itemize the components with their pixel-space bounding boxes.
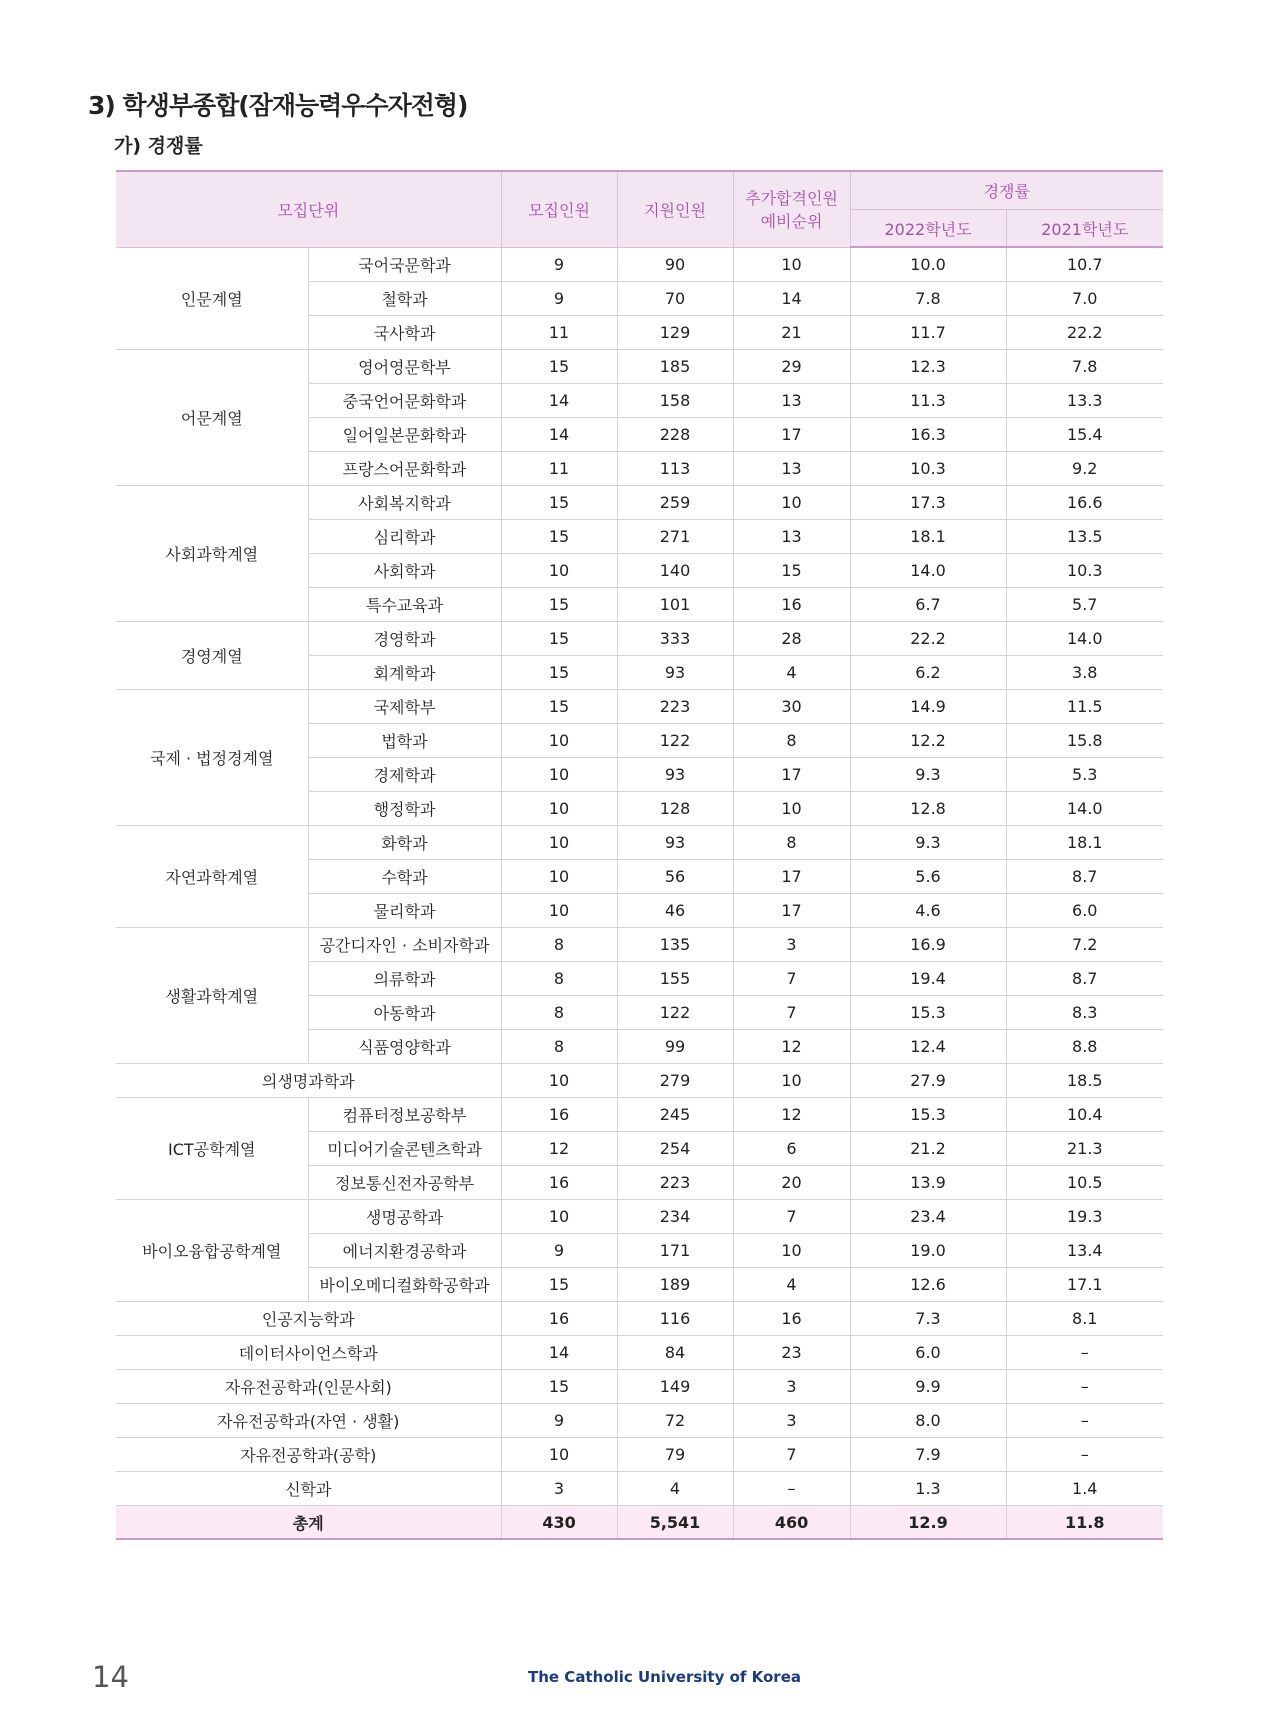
waitlist-cell: 13 xyxy=(733,520,850,554)
ratio-2021-cell: – xyxy=(1006,1336,1163,1370)
ratio-2022-cell: 9.3 xyxy=(850,758,1006,792)
department-cell: 바이오메디컬화학공학과 xyxy=(308,1268,501,1302)
waitlist-cell: 17 xyxy=(733,418,850,452)
quota-cell: 15 xyxy=(501,656,617,690)
department-cell: 국사학과 xyxy=(308,316,501,350)
ratio-2022-cell: 11.3 xyxy=(850,384,1006,418)
table-row xyxy=(116,1336,1163,1370)
quota-cell: 14 xyxy=(501,1336,617,1370)
department-cell: 심리학과 xyxy=(308,520,501,554)
quota-cell: 8 xyxy=(501,928,617,962)
ratio-2021-cell: – xyxy=(1006,1404,1163,1438)
waitlist-cell: 30 xyxy=(733,690,850,724)
ratio-2021-cell: 13.3 xyxy=(1006,384,1163,418)
ratio-2022-cell: 15.3 xyxy=(850,1098,1006,1132)
department-cell: 특수교육과 xyxy=(308,588,501,622)
ratio-2021-cell: 8.7 xyxy=(1006,962,1163,996)
quota-cell: 8 xyxy=(501,1030,617,1064)
total-quota-cell: 430 xyxy=(501,1506,617,1540)
ratio-2022-cell: 12.4 xyxy=(850,1030,1006,1064)
applicants-cell: 72 xyxy=(617,1404,733,1438)
department-cell: 영어영문학부 xyxy=(308,350,501,384)
waitlist-cell: 12 xyxy=(733,1098,850,1132)
subsection-title: 가) 경쟁률 xyxy=(114,135,203,157)
ratio-2021-cell: 21.3 xyxy=(1006,1132,1163,1166)
waitlist-cell: 8 xyxy=(733,826,850,860)
ratio-2022-cell: 14.9 xyxy=(850,690,1006,724)
header-applicants: 지원인원 xyxy=(617,171,733,247)
department-cell: 국제학부 xyxy=(308,690,501,724)
department-cell: 생명공학과 xyxy=(308,1200,501,1234)
quota-cell: 11 xyxy=(501,316,617,350)
applicants-cell: 101 xyxy=(617,588,733,622)
quota-cell: 10 xyxy=(501,724,617,758)
department-cell: 철학과 xyxy=(308,282,501,316)
ratio-2021-cell: 14.0 xyxy=(1006,792,1163,826)
table-row xyxy=(116,1472,1163,1506)
waitlist-cell: 13 xyxy=(733,384,850,418)
waitlist-cell: 13 xyxy=(733,452,850,486)
quota-cell: 14 xyxy=(501,384,617,418)
applicants-cell: 149 xyxy=(617,1370,733,1404)
ratio-2021-cell: 10.4 xyxy=(1006,1098,1163,1132)
applicants-cell: 259 xyxy=(617,486,733,520)
department-cell: 프랑스어문화학과 xyxy=(308,452,501,486)
ratio-2021-cell: 10.5 xyxy=(1006,1166,1163,1200)
applicants-cell: 279 xyxy=(617,1064,733,1098)
applicants-cell: 254 xyxy=(617,1132,733,1166)
group-name: 생활과학계열 xyxy=(116,928,308,1064)
applicants-cell: 99 xyxy=(617,1030,733,1064)
header-ratio-group: 경쟁률 xyxy=(850,171,1163,210)
page-number: 14 xyxy=(92,1660,129,1694)
quota-cell: 10 xyxy=(501,1438,617,1472)
ratio-2021-cell: 18.1 xyxy=(1006,826,1163,860)
group-name: ICT공학계열 xyxy=(116,1098,308,1200)
quota-cell: 14 xyxy=(501,418,617,452)
quota-cell: 15 xyxy=(501,486,617,520)
applicants-cell: 90 xyxy=(617,247,733,282)
ratio-2022-cell: 10.3 xyxy=(850,452,1006,486)
applicants-cell: 135 xyxy=(617,928,733,962)
applicants-cell: 271 xyxy=(617,520,733,554)
group-name: 어문계열 xyxy=(116,350,308,486)
waitlist-cell: 3 xyxy=(733,928,850,962)
ratio-2022-cell: 17.3 xyxy=(850,486,1006,520)
table-row xyxy=(116,826,1163,860)
department-cell: 수학과 xyxy=(308,860,501,894)
ratio-2021-cell: 15.8 xyxy=(1006,724,1163,758)
ratio-2021-cell: 18.5 xyxy=(1006,1064,1163,1098)
total-ratio-2021-cell: 11.8 xyxy=(1006,1506,1163,1540)
waitlist-cell: 16 xyxy=(733,1302,850,1336)
ratio-2021-cell: 8.8 xyxy=(1006,1030,1163,1064)
ratio-2021-cell: 6.0 xyxy=(1006,894,1163,928)
waitlist-cell: 17 xyxy=(733,758,850,792)
ratio-2021-cell: 7.0 xyxy=(1006,282,1163,316)
applicants-cell: 223 xyxy=(617,690,733,724)
applicants-cell: 228 xyxy=(617,418,733,452)
applicants-cell: 129 xyxy=(617,316,733,350)
waitlist-cell: – xyxy=(733,1472,850,1506)
quota-cell: 11 xyxy=(501,452,617,486)
quota-cell: 15 xyxy=(501,520,617,554)
ratio-2021-cell: 10.7 xyxy=(1006,247,1163,282)
ratio-2022-cell: 19.4 xyxy=(850,962,1006,996)
applicants-cell: 158 xyxy=(617,384,733,418)
header-unit: 모집단위 xyxy=(116,171,501,247)
department-cell: 일어일본문화학과 xyxy=(308,418,501,452)
header-waitlist xyxy=(733,171,850,247)
department-cell: 아동학과 xyxy=(308,996,501,1030)
ratio-2021-cell: 7.8 xyxy=(1006,350,1163,384)
department-cell: 법학과 xyxy=(308,724,501,758)
applicants-cell: 140 xyxy=(617,554,733,588)
table-row xyxy=(116,1098,1163,1132)
quota-cell: 16 xyxy=(501,1302,617,1336)
ratio-2022-cell: 6.0 xyxy=(850,1336,1006,1370)
quota-cell: 9 xyxy=(501,1404,617,1438)
applicants-cell: 70 xyxy=(617,282,733,316)
ratio-2022-cell: 7.3 xyxy=(850,1302,1006,1336)
department-cell: 회계학과 xyxy=(308,656,501,690)
department-cell: 컴퓨터정보공학부 xyxy=(308,1098,501,1132)
quota-cell: 15 xyxy=(501,622,617,656)
waitlist-cell: 10 xyxy=(733,1064,850,1098)
waitlist-cell: 20 xyxy=(733,1166,850,1200)
applicants-cell: 56 xyxy=(617,860,733,894)
waitlist-cell: 10 xyxy=(733,1234,850,1268)
applicants-cell: 234 xyxy=(617,1200,733,1234)
section-title: 3) 학생부종합(잠재능력우수자전형) xyxy=(88,91,468,120)
department-cell: 물리학과 xyxy=(308,894,501,928)
department-cell: 사회복지학과 xyxy=(308,486,501,520)
ratio-2022-cell: 13.9 xyxy=(850,1166,1006,1200)
group-name: 국제 · 법정경계열 xyxy=(116,690,308,826)
ratio-2021-cell: 15.4 xyxy=(1006,418,1163,452)
quota-cell: 9 xyxy=(501,1234,617,1268)
ratio-2021-cell: 16.6 xyxy=(1006,486,1163,520)
ratio-2022-cell: 11.7 xyxy=(850,316,1006,350)
applicants-cell: 185 xyxy=(617,350,733,384)
quota-cell: 8 xyxy=(501,962,617,996)
ratio-2021-cell: 9.2 xyxy=(1006,452,1163,486)
quota-cell: 12 xyxy=(501,1132,617,1166)
ratio-2022-cell: 18.1 xyxy=(850,520,1006,554)
applicants-cell: 93 xyxy=(617,758,733,792)
ratio-2022-cell: 15.3 xyxy=(850,996,1006,1030)
total-label-cell: 총계 xyxy=(116,1506,501,1540)
header-waitlist-line2: 예비순위 xyxy=(760,212,823,232)
header-ratio-2021: 2021학년도 xyxy=(1006,210,1163,248)
ratio-2021-cell: 1.4 xyxy=(1006,1472,1163,1506)
table-row xyxy=(116,486,1163,520)
applicants-cell: 189 xyxy=(617,1268,733,1302)
competition-rate-table xyxy=(116,170,1163,1540)
quota-cell: 10 xyxy=(501,1200,617,1234)
department-cell: 사회학과 xyxy=(308,554,501,588)
header-ratio-2022: 2022학년도 xyxy=(850,210,1006,248)
waitlist-cell: 29 xyxy=(733,350,850,384)
table-row xyxy=(116,1404,1163,1438)
ratio-2021-cell: 8.3 xyxy=(1006,996,1163,1030)
header-waitlist-line1: 추가합격인원 xyxy=(745,189,838,209)
quota-cell: 10 xyxy=(501,792,617,826)
department-cell: 의류학과 xyxy=(308,962,501,996)
waitlist-cell: 7 xyxy=(733,962,850,996)
table-row xyxy=(116,1302,1163,1336)
quota-cell: 15 xyxy=(501,588,617,622)
ratio-2022-cell: 9.3 xyxy=(850,826,1006,860)
department-cell: 데이터사이언스학과 xyxy=(116,1336,501,1370)
department-cell: 미디어기술콘텐츠학과 xyxy=(308,1132,501,1166)
ratio-2022-cell: 7.8 xyxy=(850,282,1006,316)
ratio-2022-cell: 10.0 xyxy=(850,247,1006,282)
table-row xyxy=(116,1438,1163,1472)
group-name: 자연과학계열 xyxy=(116,826,308,928)
quota-cell: 15 xyxy=(501,690,617,724)
waitlist-cell: 14 xyxy=(733,282,850,316)
ratio-2022-cell: 8.0 xyxy=(850,1404,1006,1438)
ratio-2021-cell: 7.2 xyxy=(1006,928,1163,962)
ratio-2022-cell: 6.2 xyxy=(850,656,1006,690)
table-row xyxy=(116,247,1163,282)
department-cell: 공간디자인 · 소비자학과 xyxy=(308,928,501,962)
ratio-2021-cell: 10.3 xyxy=(1006,554,1163,588)
applicants-cell: 116 xyxy=(617,1302,733,1336)
applicants-cell: 122 xyxy=(617,996,733,1030)
ratio-2022-cell: 16.3 xyxy=(850,418,1006,452)
waitlist-cell: 10 xyxy=(733,247,850,282)
applicants-cell: 4 xyxy=(617,1472,733,1506)
quota-cell: 15 xyxy=(501,1268,617,1302)
table-row xyxy=(116,928,1163,962)
waitlist-cell: 3 xyxy=(733,1370,850,1404)
waitlist-cell: 23 xyxy=(733,1336,850,1370)
applicants-cell: 84 xyxy=(617,1336,733,1370)
total-waitlist-cell: 460 xyxy=(733,1506,850,1540)
ratio-2022-cell: 23.4 xyxy=(850,1200,1006,1234)
ratio-2022-cell: 1.3 xyxy=(850,1472,1006,1506)
group-name: 인문계열 xyxy=(116,247,308,350)
ratio-2021-cell: 13.4 xyxy=(1006,1234,1163,1268)
table-row xyxy=(116,622,1163,656)
applicants-cell: 155 xyxy=(617,962,733,996)
ratio-2022-cell: 5.6 xyxy=(850,860,1006,894)
department-cell: 인공지능학과 xyxy=(116,1302,501,1336)
applicants-cell: 171 xyxy=(617,1234,733,1268)
quota-cell: 10 xyxy=(501,758,617,792)
quota-cell: 3 xyxy=(501,1472,617,1506)
ratio-2021-cell: 5.7 xyxy=(1006,588,1163,622)
ratio-2021-cell: 5.3 xyxy=(1006,758,1163,792)
ratio-2022-cell: 4.6 xyxy=(850,894,1006,928)
waitlist-cell: 7 xyxy=(733,1200,850,1234)
table-row xyxy=(116,1370,1163,1404)
ratio-2022-cell: 21.2 xyxy=(850,1132,1006,1166)
ratio-2021-cell: 14.0 xyxy=(1006,622,1163,656)
quota-cell: 9 xyxy=(501,282,617,316)
waitlist-cell: 21 xyxy=(733,316,850,350)
waitlist-cell: 6 xyxy=(733,1132,850,1166)
waitlist-cell: 7 xyxy=(733,1438,850,1472)
quota-cell: 15 xyxy=(501,350,617,384)
waitlist-cell: 4 xyxy=(733,656,850,690)
quota-cell: 10 xyxy=(501,1064,617,1098)
table-row xyxy=(116,1200,1163,1234)
waitlist-cell: 16 xyxy=(733,588,850,622)
waitlist-cell: 12 xyxy=(733,1030,850,1064)
ratio-2021-cell: 19.3 xyxy=(1006,1200,1163,1234)
quota-cell: 16 xyxy=(501,1098,617,1132)
ratio-2022-cell: 12.2 xyxy=(850,724,1006,758)
ratio-2022-cell: 14.0 xyxy=(850,554,1006,588)
department-cell: 신학과 xyxy=(116,1472,501,1506)
table-row xyxy=(116,690,1163,724)
ratio-2022-cell: 27.9 xyxy=(850,1064,1006,1098)
department-cell: 자유전공학과(공학) xyxy=(116,1438,501,1472)
ratio-2021-cell: 3.8 xyxy=(1006,656,1163,690)
ratio-2021-cell: 17.1 xyxy=(1006,1268,1163,1302)
total-row xyxy=(116,1506,1163,1540)
ratio-2021-cell: 8.1 xyxy=(1006,1302,1163,1336)
applicants-cell: 333 xyxy=(617,622,733,656)
quota-cell: 15 xyxy=(501,1370,617,1404)
waitlist-cell: 15 xyxy=(733,554,850,588)
department-cell: 식품영양학과 xyxy=(308,1030,501,1064)
waitlist-cell: 4 xyxy=(733,1268,850,1302)
ratio-2022-cell: 22.2 xyxy=(850,622,1006,656)
ratio-2021-cell: – xyxy=(1006,1370,1163,1404)
ratio-2022-cell: 12.6 xyxy=(850,1268,1006,1302)
ratio-2021-cell: 8.7 xyxy=(1006,860,1163,894)
applicants-cell: 245 xyxy=(617,1098,733,1132)
header-quota: 모집인원 xyxy=(501,171,617,247)
department-cell: 화학과 xyxy=(308,826,501,860)
quota-cell: 10 xyxy=(501,554,617,588)
ratio-2022-cell: 12.3 xyxy=(850,350,1006,384)
applicants-cell: 79 xyxy=(617,1438,733,1472)
waitlist-cell: 17 xyxy=(733,894,850,928)
quota-cell: 10 xyxy=(501,860,617,894)
ratio-2022-cell: 19.0 xyxy=(850,1234,1006,1268)
ratio-2021-cell: 11.5 xyxy=(1006,690,1163,724)
waitlist-cell: 10 xyxy=(733,486,850,520)
applicants-cell: 46 xyxy=(617,894,733,928)
ratio-2022-cell: 12.8 xyxy=(850,792,1006,826)
applicants-cell: 223 xyxy=(617,1166,733,1200)
ratio-2021-cell: 22.2 xyxy=(1006,316,1163,350)
department-cell: 자유전공학과(자연 · 생활) xyxy=(116,1404,501,1438)
waitlist-cell: 8 xyxy=(733,724,850,758)
ratio-2022-cell: 7.9 xyxy=(850,1438,1006,1472)
ratio-2021-cell: – xyxy=(1006,1438,1163,1472)
table-body xyxy=(116,247,1163,1539)
total-ratio-2022-cell: 12.9 xyxy=(850,1506,1006,1540)
department-cell: 경제학과 xyxy=(308,758,501,792)
department-cell: 행정학과 xyxy=(308,792,501,826)
total-applicants-cell: 5,541 xyxy=(617,1506,733,1540)
applicants-cell: 93 xyxy=(617,656,733,690)
quota-cell: 9 xyxy=(501,247,617,282)
department-cell: 국어국문학과 xyxy=(308,247,501,282)
group-name: 바이오융합공학계열 xyxy=(116,1200,308,1302)
quota-cell: 10 xyxy=(501,826,617,860)
ratio-2022-cell: 16.9 xyxy=(850,928,1006,962)
quota-cell: 8 xyxy=(501,996,617,1030)
applicants-cell: 113 xyxy=(617,452,733,486)
footer-organization: The Catholic University of Korea xyxy=(528,1668,801,1686)
quota-cell: 10 xyxy=(501,894,617,928)
ratio-2022-cell: 9.9 xyxy=(850,1370,1006,1404)
department-cell: 에너지환경공학과 xyxy=(308,1234,501,1268)
applicants-cell: 93 xyxy=(617,826,733,860)
waitlist-cell: 17 xyxy=(733,860,850,894)
applicants-cell: 122 xyxy=(617,724,733,758)
department-cell: 중국언어문화학과 xyxy=(308,384,501,418)
department-cell: 경영학과 xyxy=(308,622,501,656)
ratio-2021-cell: 13.5 xyxy=(1006,520,1163,554)
table-row xyxy=(116,350,1163,384)
department-cell: 의생명과학과 xyxy=(116,1064,501,1098)
group-name: 사회과학계열 xyxy=(116,486,308,622)
waitlist-cell: 28 xyxy=(733,622,850,656)
waitlist-cell: 3 xyxy=(733,1404,850,1438)
quota-cell: 16 xyxy=(501,1166,617,1200)
group-name: 경영계열 xyxy=(116,622,308,690)
table-row xyxy=(116,1064,1163,1098)
department-cell: 정보통신전자공학부 xyxy=(308,1166,501,1200)
waitlist-cell: 7 xyxy=(733,996,850,1030)
department-cell: 자유전공학과(인문사회) xyxy=(116,1370,501,1404)
applicants-cell: 128 xyxy=(617,792,733,826)
ratio-2022-cell: 6.7 xyxy=(850,588,1006,622)
waitlist-cell: 10 xyxy=(733,792,850,826)
